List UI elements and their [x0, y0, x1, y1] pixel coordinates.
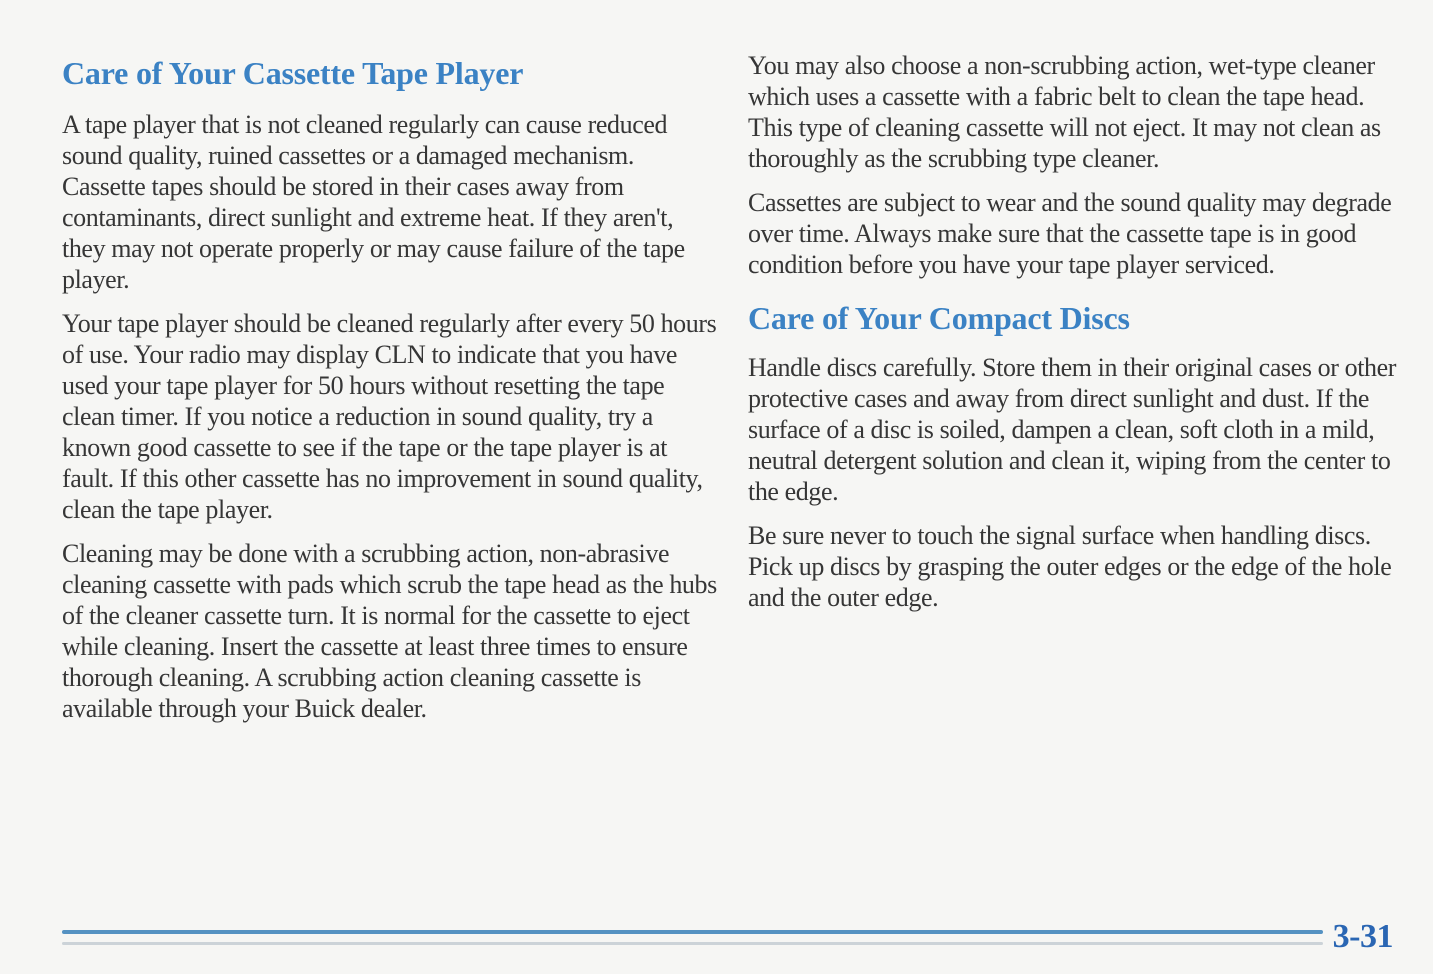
paragraph-discs-2: Be sure never to touch the signal surface when handling discs. Pick up discs by grasping the outer edges or the edge of the hole and the outer edge.	[748, 521, 1392, 612]
paragraph-discs-1: Handle discs carefully. Store them in their original cases or other protective cases and away from direct sunlight and dust. If the surface of a disc is soiled, dampen a clean, soft cloth in a mild, neutral detergent solution and clean it, wiping from the center to the edge.	[748, 353, 1397, 506]
paragraph-cassette-2: Your tape player should be cleaned regularly after every 50 hours of use. Your radio may display CLN to indicate that you have used your tape player for 50 hours without resetting the tape clean timer. If you notice a reduction in sound quality, try a known good cassette to see if the tape or the tape player is at fault. If this other cassette has no improvement in sound quality, clean the tape player.	[62, 309, 717, 524]
paragraph-cassette-4: You may also choose a non-scrubbing action, wet-type cleaner which uses a cassette with a fabric belt to clean the tape head. This type of cleaning cassette will not eject. It may not clean as thoroughly as the scrubbing type cleaner.	[748, 51, 1381, 173]
left-column	[62, 55, 722, 737]
footer-rule-primary	[62, 930, 1323, 934]
page-footer	[62, 920, 1393, 954]
paragraph-cassette-1: A tape player that is not cleaned regularly can cause reduced sound quality, ruined cassettes or a damaged mechanism. Cassette tapes should be stored in their cases away from contaminants, direct sunlight and extreme heat. If they aren't, they may not operate properly or may cause failure of the tape player.	[62, 110, 685, 294]
footer-rules	[62, 930, 1323, 945]
paragraph-cassette-3: Cleaning may be done with a scrubbing action, non-abrasive cleaning cassette with pads which scrub the tape head as the hubs of the cleaner cassette turn. It is normal for the cassette to eject while cleaning. Insert the cassette at least three times to ensure thorough cleaning. A scrubbing action cleaning cassette is available through your Buick dealer.	[62, 539, 717, 723]
section-heading-cassette-tape-player: Care of Your Cassette Tape Player	[62, 55, 524, 91]
section-heading-compact-discs: Care of Your Compact Discs	[748, 300, 1130, 336]
footer-rule-secondary	[62, 942, 1323, 945]
paragraph-cassette-5: Cassettes are subject to wear and the sound quality may degrade over time. Always make sure that the cassette tape is in good condition before you have your tape player serviced.	[748, 188, 1392, 279]
right-column	[748, 50, 1410, 626]
page-number: 3-31	[1332, 918, 1393, 955]
